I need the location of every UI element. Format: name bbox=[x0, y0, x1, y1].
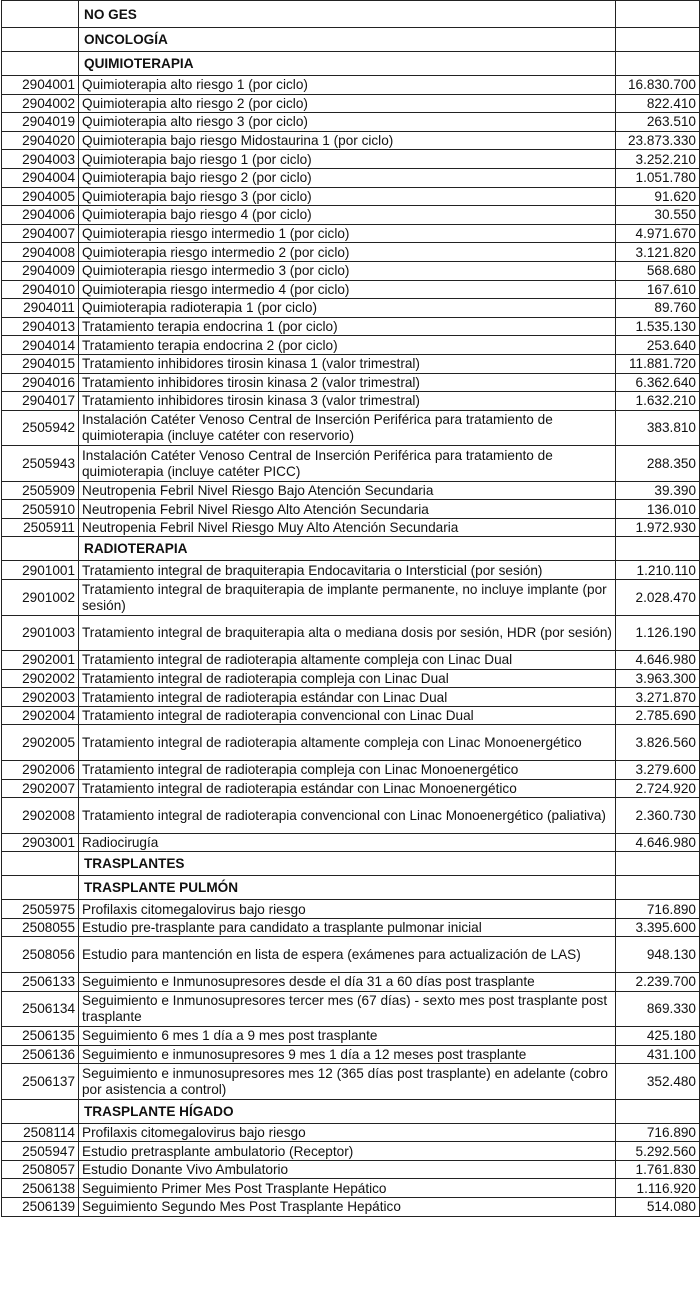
procedure-description: Neutropenia Febril Nivel Riesgo Alto Atención Secundaria bbox=[79, 500, 616, 519]
table-row bbox=[2, 725, 700, 761]
procedure-code: 2902008 bbox=[2, 798, 79, 834]
procedure-description: Tratamiento inhibidores tirosin kinasa 3 (valor trimestral) bbox=[79, 392, 616, 411]
procedure-value: 2.028.470 bbox=[616, 580, 700, 616]
procedure-description: Quimioterapia alto riesgo 3 (por ciclo) bbox=[79, 113, 616, 132]
procedure-code: 2505947 bbox=[2, 1142, 79, 1161]
code-cell bbox=[2, 52, 79, 76]
procedure-value: 1.210.110 bbox=[616, 561, 700, 580]
table-row bbox=[2, 1160, 700, 1179]
procedure-code: 2903001 bbox=[2, 833, 79, 852]
procedure-code: 2904004 bbox=[2, 168, 79, 187]
procedure-description: Neutropenia Febril Nivel Riesgo Bajo Atención Secundaria bbox=[79, 481, 616, 500]
table-row bbox=[2, 651, 700, 670]
procedure-code: 2508057 bbox=[2, 1160, 79, 1179]
code-cell bbox=[2, 28, 79, 52]
procedure-code: 2904020 bbox=[2, 131, 79, 150]
table-row bbox=[2, 224, 700, 243]
procedure-description: Quimioterapia radioterapia 1 (por ciclo) bbox=[79, 299, 616, 318]
table-row bbox=[2, 1045, 700, 1064]
procedure-value: 39.390 bbox=[616, 481, 700, 500]
table-row bbox=[2, 446, 700, 482]
procedure-value: 1.972.930 bbox=[616, 518, 700, 537]
table-row bbox=[2, 94, 700, 113]
procedure-value: 1.051.780 bbox=[616, 168, 700, 187]
table-row bbox=[2, 972, 700, 991]
table-row bbox=[2, 299, 700, 318]
procedure-value: 136.010 bbox=[616, 500, 700, 519]
procedure-value: 1.761.830 bbox=[616, 1160, 700, 1179]
procedure-code: 2902006 bbox=[2, 760, 79, 779]
table-row bbox=[2, 168, 700, 187]
procedure-code: 2904015 bbox=[2, 354, 79, 373]
procedure-value: 352.480 bbox=[616, 1064, 700, 1100]
code-cell bbox=[2, 852, 79, 876]
procedure-description: Tratamiento inhibidores tirosin kinasa 1 (valor trimestral) bbox=[79, 354, 616, 373]
procedure-code: 2904002 bbox=[2, 94, 79, 113]
procedure-description: Seguimiento e Inmunosupresores desde el día 31 a 60 días post trasplante bbox=[79, 972, 616, 991]
table-row bbox=[2, 500, 700, 519]
procedure-description: Tratamiento terapia endocrina 2 (por ciclo) bbox=[79, 336, 616, 355]
procedure-value: 2.785.690 bbox=[616, 706, 700, 725]
procedure-value: 3.121.820 bbox=[616, 243, 700, 262]
procedure-value: 167.610 bbox=[616, 280, 700, 299]
table-row bbox=[2, 580, 700, 616]
procedure-description: Seguimiento e Inmunosupresores tercer mes (67 días) - sexto mes post trasplante post trasplante bbox=[79, 991, 616, 1027]
procedure-description: Seguimiento e inmunosupresores mes 12 (365 días post trasplante) en adelante (cobro por asistencia a control) bbox=[79, 1064, 616, 1100]
procedure-value: 1.116.920 bbox=[616, 1179, 700, 1198]
table-row bbox=[2, 1198, 700, 1217]
value-cell bbox=[616, 876, 700, 900]
procedure-description: Quimioterapia bajo riesgo Midostaurina 1 (por ciclo) bbox=[79, 131, 616, 150]
code-cell bbox=[2, 1, 79, 28]
procedure-value: 288.350 bbox=[616, 446, 700, 482]
procedure-code: 2506134 bbox=[2, 991, 79, 1027]
procedure-description: Quimioterapia alto riesgo 2 (por ciclo) bbox=[79, 94, 616, 113]
section-title: TRASPLANTE PULMÓN bbox=[79, 876, 616, 900]
procedure-value: 2.239.700 bbox=[616, 972, 700, 991]
value-cell bbox=[616, 852, 700, 876]
procedure-value: 869.330 bbox=[616, 991, 700, 1027]
procedure-description: Profilaxis citomegalovirus bajo riesgo bbox=[79, 900, 616, 919]
section-header-row bbox=[2, 537, 700, 561]
procedure-description: Tratamiento integral de radioterapia altamente compleja con Linac Dual bbox=[79, 651, 616, 670]
procedure-code: 2506135 bbox=[2, 1027, 79, 1046]
procedure-description: Quimioterapia riesgo intermedio 2 (por ciclo) bbox=[79, 243, 616, 262]
procedure-description: Seguimiento 6 mes 1 día a 9 mes post trasplante bbox=[79, 1027, 616, 1046]
value-cell bbox=[616, 1099, 700, 1123]
table-row bbox=[2, 1142, 700, 1161]
procedure-code: 2904019 bbox=[2, 113, 79, 132]
code-cell bbox=[2, 1099, 79, 1123]
section-header-row bbox=[2, 1, 700, 28]
table-row bbox=[2, 150, 700, 169]
procedure-code: 2904014 bbox=[2, 336, 79, 355]
table-row bbox=[2, 706, 700, 725]
procedure-description: Tratamiento integral de radioterapia compleja con Linac Monoenergético bbox=[79, 760, 616, 779]
table-row bbox=[2, 669, 700, 688]
procedure-description: Instalación Catéter Venoso Central de Inserción Periférica para tratamiento de quimioterapia (incluye catéter con reservorio) bbox=[79, 410, 616, 446]
table-row bbox=[2, 937, 700, 973]
procedure-value: 4.971.670 bbox=[616, 224, 700, 243]
procedure-value: 1.632.210 bbox=[616, 392, 700, 411]
procedure-value: 253.640 bbox=[616, 336, 700, 355]
procedure-description: Quimioterapia bajo riesgo 4 (por ciclo) bbox=[79, 206, 616, 225]
procedure-value: 568.680 bbox=[616, 261, 700, 280]
table-row bbox=[2, 336, 700, 355]
procedure-code: 2506137 bbox=[2, 1064, 79, 1100]
procedure-value: 948.130 bbox=[616, 937, 700, 973]
procedure-description: Quimioterapia bajo riesgo 3 (por ciclo) bbox=[79, 187, 616, 206]
procedure-description: Quimioterapia alto riesgo 1 (por ciclo) bbox=[79, 76, 616, 95]
section-title: RADIOTERAPIA bbox=[79, 537, 616, 561]
procedure-value: 425.180 bbox=[616, 1027, 700, 1046]
procedure-description: Seguimiento Primer Mes Post Trasplante Hepático bbox=[79, 1179, 616, 1198]
procedure-code: 2505909 bbox=[2, 481, 79, 500]
procedure-code: 2505975 bbox=[2, 900, 79, 919]
procedure-value: 822.410 bbox=[616, 94, 700, 113]
table-row bbox=[2, 561, 700, 580]
section-header-row bbox=[2, 28, 700, 52]
table-row bbox=[2, 760, 700, 779]
procedure-description: Quimioterapia riesgo intermedio 4 (por ciclo) bbox=[79, 280, 616, 299]
procedure-code: 2505910 bbox=[2, 500, 79, 519]
section-title: QUIMIOTERAPIA bbox=[79, 52, 616, 76]
section-header-row bbox=[2, 852, 700, 876]
table-row bbox=[2, 991, 700, 1027]
procedure-code: 2904017 bbox=[2, 392, 79, 411]
table-row bbox=[2, 779, 700, 798]
procedure-description: Tratamiento integral de braquiterapia alta o mediana dosis por sesión, HDR (por sesión) bbox=[79, 615, 616, 651]
procedure-value: 2.360.730 bbox=[616, 798, 700, 834]
table-row bbox=[2, 1064, 700, 1100]
procedure-code: 2902001 bbox=[2, 651, 79, 670]
table-row bbox=[2, 481, 700, 500]
value-cell bbox=[616, 537, 700, 561]
section-title: ONCOLOGÍA bbox=[79, 28, 616, 52]
procedure-value: 6.362.640 bbox=[616, 373, 700, 392]
procedure-value: 5.292.560 bbox=[616, 1142, 700, 1161]
procedure-value: 30.550 bbox=[616, 206, 700, 225]
table-row bbox=[2, 261, 700, 280]
table-row bbox=[2, 615, 700, 651]
procedure-description: Neutropenia Febril Nivel Riesgo Muy Alto Atención Secundaria bbox=[79, 518, 616, 537]
procedure-description: Tratamiento integral de radioterapia estándar con Linac Dual bbox=[79, 688, 616, 707]
procedure-description: Quimioterapia riesgo intermedio 3 (por ciclo) bbox=[79, 261, 616, 280]
procedure-code: 2505911 bbox=[2, 518, 79, 537]
table-row bbox=[2, 518, 700, 537]
table-row bbox=[2, 918, 700, 937]
procedure-code: 2508055 bbox=[2, 918, 79, 937]
procedure-description: Quimioterapia riesgo intermedio 1 (por ciclo) bbox=[79, 224, 616, 243]
procedure-code: 2506139 bbox=[2, 1198, 79, 1217]
procedure-description: Quimioterapia bajo riesgo 1 (por ciclo) bbox=[79, 150, 616, 169]
procedure-value: 1.126.190 bbox=[616, 615, 700, 651]
table-row bbox=[2, 113, 700, 132]
table-row bbox=[2, 243, 700, 262]
value-cell bbox=[616, 1, 700, 28]
procedure-value: 23.873.330 bbox=[616, 131, 700, 150]
procedure-value: 716.890 bbox=[616, 1123, 700, 1142]
table-row bbox=[2, 1027, 700, 1046]
procedure-code: 2901001 bbox=[2, 561, 79, 580]
code-cell bbox=[2, 537, 79, 561]
procedure-description: Seguimiento Segundo Mes Post Trasplante Hepático bbox=[79, 1198, 616, 1217]
table-row bbox=[2, 317, 700, 336]
table-row bbox=[2, 280, 700, 299]
section-title: NO GES bbox=[79, 1, 616, 28]
procedure-description: Estudio Donante Vivo Ambulatorio bbox=[79, 1160, 616, 1179]
procedure-description: Tratamiento integral de radioterapia altamente compleja con Linac Monoenergético bbox=[79, 725, 616, 761]
procedure-description: Tratamiento integral de radioterapia convencional con Linac Dual bbox=[79, 706, 616, 725]
procedure-description: Tratamiento integral de radioterapia compleja con Linac Dual bbox=[79, 669, 616, 688]
procedure-code: 2904011 bbox=[2, 299, 79, 318]
procedure-description: Tratamiento terapia endocrina 1 (por ciclo) bbox=[79, 317, 616, 336]
table-row bbox=[2, 833, 700, 852]
procedure-value: 16.830.700 bbox=[616, 76, 700, 95]
procedure-code: 2904007 bbox=[2, 224, 79, 243]
table-row bbox=[2, 392, 700, 411]
table-row bbox=[2, 206, 700, 225]
procedure-description: Radiocirugía bbox=[79, 833, 616, 852]
procedure-value: 89.760 bbox=[616, 299, 700, 318]
table-row bbox=[2, 798, 700, 834]
procedure-value: 3.271.870 bbox=[616, 688, 700, 707]
procedure-code: 2902004 bbox=[2, 706, 79, 725]
procedure-value: 263.510 bbox=[616, 113, 700, 132]
procedure-value: 91.620 bbox=[616, 187, 700, 206]
procedure-code: 2506136 bbox=[2, 1045, 79, 1064]
procedure-description: Tratamiento integral de radioterapia convencional con Linac Monoenergético (paliativa) bbox=[79, 798, 616, 834]
procedure-code: 2506133 bbox=[2, 972, 79, 991]
procedure-code: 2506138 bbox=[2, 1179, 79, 1198]
table-row bbox=[2, 1123, 700, 1142]
procedure-value: 4.646.980 bbox=[616, 833, 700, 852]
procedure-code: 2904013 bbox=[2, 317, 79, 336]
section-header-row bbox=[2, 52, 700, 76]
procedure-description: Tratamiento integral de radioterapia estándar con Linac Monoenergético bbox=[79, 779, 616, 798]
procedure-description: Estudio pretrasplante ambulatorio (Receptor) bbox=[79, 1142, 616, 1161]
procedure-code: 2904005 bbox=[2, 187, 79, 206]
procedure-description: Tratamiento integral de braquiterapia Endocavitaria o Intersticial (por sesión) bbox=[79, 561, 616, 580]
procedure-code: 2904009 bbox=[2, 261, 79, 280]
section-title: TRASPLANTES bbox=[79, 852, 616, 876]
procedure-value: 3.963.300 bbox=[616, 669, 700, 688]
section-header-row bbox=[2, 876, 700, 900]
procedure-value: 4.646.980 bbox=[616, 651, 700, 670]
procedure-value: 3.279.600 bbox=[616, 760, 700, 779]
procedure-code: 2505942 bbox=[2, 410, 79, 446]
price-table bbox=[1, 0, 700, 1217]
value-cell bbox=[616, 28, 700, 52]
code-cell bbox=[2, 876, 79, 900]
procedure-value: 11.881.720 bbox=[616, 354, 700, 373]
procedure-value: 2.724.920 bbox=[616, 779, 700, 798]
price-table-body bbox=[2, 1, 700, 1217]
procedure-value: 3.252.210 bbox=[616, 150, 700, 169]
procedure-code: 2904010 bbox=[2, 280, 79, 299]
table-row bbox=[2, 354, 700, 373]
table-row bbox=[2, 688, 700, 707]
procedure-code: 2904001 bbox=[2, 76, 79, 95]
procedure-code: 2902002 bbox=[2, 669, 79, 688]
procedure-code: 2508056 bbox=[2, 937, 79, 973]
procedure-value: 383.810 bbox=[616, 410, 700, 446]
procedure-description: Seguimiento e inmunosupresores 9 mes 1 día a 12 meses post trasplante bbox=[79, 1045, 616, 1064]
value-cell bbox=[616, 52, 700, 76]
procedure-value: 431.100 bbox=[616, 1045, 700, 1064]
procedure-code: 2902003 bbox=[2, 688, 79, 707]
section-title: TRASPLANTE HÍGADO bbox=[79, 1099, 616, 1123]
table-row bbox=[2, 373, 700, 392]
procedure-description: Estudio pre-trasplante para candidato a trasplante pulmonar inicial bbox=[79, 918, 616, 937]
procedure-value: 716.890 bbox=[616, 900, 700, 919]
table-row bbox=[2, 900, 700, 919]
procedure-code: 2505943 bbox=[2, 446, 79, 482]
table-row bbox=[2, 76, 700, 95]
section-header-row bbox=[2, 1099, 700, 1123]
procedure-code: 2901003 bbox=[2, 615, 79, 651]
table-row bbox=[2, 187, 700, 206]
procedure-value: 3.826.560 bbox=[616, 725, 700, 761]
table-row bbox=[2, 131, 700, 150]
procedure-value: 3.395.600 bbox=[616, 918, 700, 937]
procedure-value: 1.535.130 bbox=[616, 317, 700, 336]
procedure-code: 2902007 bbox=[2, 779, 79, 798]
procedure-description: Tratamiento integral de braquiterapia de implante permanente, no incluye implante (por sesión) bbox=[79, 580, 616, 616]
procedure-code: 2904006 bbox=[2, 206, 79, 225]
procedure-code: 2901002 bbox=[2, 580, 79, 616]
procedure-description: Estudio para mantención en lista de espera (exámenes para actualización de LAS) bbox=[79, 937, 616, 973]
procedure-code: 2904008 bbox=[2, 243, 79, 262]
procedure-code: 2904016 bbox=[2, 373, 79, 392]
procedure-description: Tratamiento inhibidores tirosin kinasa 2 (valor trimestral) bbox=[79, 373, 616, 392]
procedure-code: 2904003 bbox=[2, 150, 79, 169]
table-row bbox=[2, 1179, 700, 1198]
procedure-description: Profilaxis citomegalovirus bajo riesgo bbox=[79, 1123, 616, 1142]
procedure-code: 2508114 bbox=[2, 1123, 79, 1142]
procedure-value: 514.080 bbox=[616, 1198, 700, 1217]
table-row bbox=[2, 410, 700, 446]
procedure-description: Quimioterapia bajo riesgo 2 (por ciclo) bbox=[79, 168, 616, 187]
procedure-code: 2902005 bbox=[2, 725, 79, 761]
procedure-description: Instalación Catéter Venoso Central de Inserción Periférica para tratamiento de quimioterapia (incluye catéter PICC) bbox=[79, 446, 616, 482]
